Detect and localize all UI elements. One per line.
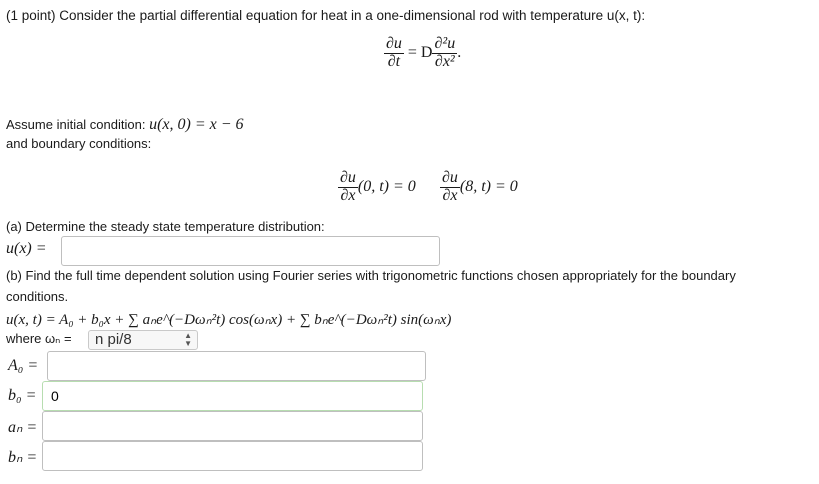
fourier-series-formula: u(x, t) = A₀ + b₀x + ∑ aₙe^(−Dωₙ²t) cos(ωₙx) + ∑ bₙe^(−Dωₙ²t) sin(ωₙx) [6, 312, 452, 328]
b0-input[interactable] [42, 381, 423, 411]
coef-label-bn: bₙ = [8, 449, 38, 466]
coef-label-A0: A₀ = [8, 357, 39, 374]
pde-rhs-num: ∂²u [434, 35, 456, 52]
initial-condition [6, 116, 244, 134]
pde-lhs-den: ∂t [387, 52, 401, 70]
where-omega-label [6, 331, 72, 347]
where-omega-text: where ωₙ = [6, 331, 72, 346]
problem-intro [6, 8, 645, 23]
pde-eq: = D [407, 43, 433, 61]
bc1-num: ∂u [340, 169, 356, 186]
boundary-label: and boundary conditions: [6, 136, 152, 151]
part-b-prompt-line1: (b) Find the full time dependent solution using Fourier series with trigonometric functions chosen appropriately for the boundary [6, 268, 736, 283]
part-a-prompt: (a) Determine the steady state temperature distribution: [6, 219, 325, 234]
bn-input[interactable] [42, 441, 423, 471]
pde-tail: . [457, 43, 462, 61]
initial-condition-label: Assume initial condition: [6, 117, 146, 132]
boundary-condition-1 [338, 170, 416, 205]
steady-state-input[interactable] [61, 236, 440, 266]
bc2-tail: (8, t) = 0 [459, 177, 518, 195]
coef-label-an: aₙ = [8, 419, 38, 436]
problem-intro-text: (1 point) Consider the partial differential equation for heat in a one-dimensional rod with temperature u(x, t): [6, 8, 646, 23]
select-arrows-icon: ▲ ▼ [184, 331, 192, 348]
bc2-den: ∂x [442, 186, 458, 204]
boundary-condition-2 [440, 170, 518, 205]
heat-equation [384, 36, 461, 71]
omega-select-value: n pi/8 [95, 331, 132, 348]
bc2-num: ∂u [442, 169, 458, 186]
bc1-tail: (0, t) = 0 [357, 177, 416, 195]
A0-input[interactable] [47, 351, 426, 381]
part-b-prompt-line2: conditions. [6, 289, 69, 304]
initial-condition-math: u(x, 0) = x − 6 [149, 116, 244, 133]
an-input[interactable] [42, 411, 423, 441]
pde-lhs-num: ∂u [386, 35, 402, 52]
part-a-label: u(x) = [6, 240, 47, 257]
omega-select[interactable] [88, 330, 198, 350]
pde-rhs-den: ∂x² [434, 52, 455, 70]
coef-label-b0: b₀ = [8, 387, 37, 404]
bc1-den: ∂x [340, 186, 356, 204]
